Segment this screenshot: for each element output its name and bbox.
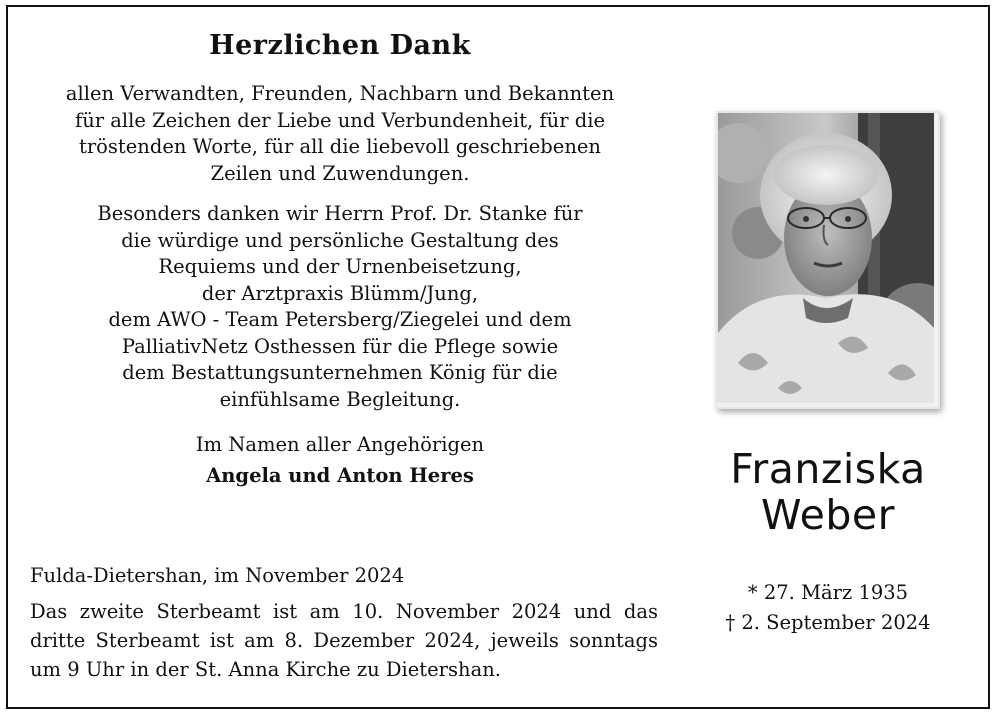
first-name: Franziska <box>730 445 926 493</box>
portrait-photo <box>716 111 940 409</box>
death-date: † 2. September 2024 <box>725 611 931 634</box>
notice-title: Herzlichen Dank <box>209 30 471 61</box>
last-name: Weber <box>761 491 895 539</box>
thanks-section <box>30 30 650 487</box>
service-note: Das zweite Sterbeamt ist am 10. November 2024 und das dritte Sterbeamt ist am 8. Dezember 2024, jeweils sonntags um 9 Uhr in der St. Anna Kirche zu Dietershan. <box>30 600 658 681</box>
deceased-name <box>700 446 956 538</box>
thanks-paragraph: allen Verwandten, Freunden, Nachbarn und Bekannten für alle Zeichen der Liebe und Verbundenheit, für die tröstenden Worte, für all die liebevoll geschriebenen Zeilen und Zuwendungen. <box>65 82 615 185</box>
life-dates <box>700 578 956 638</box>
signature-names: Angela und Anton Heres <box>206 464 474 487</box>
service-section <box>30 564 658 684</box>
place-date: Fulda-Dietershan, im November 2024 <box>30 564 405 587</box>
portrait-illustration <box>718 113 934 403</box>
signature-label: Im Namen aller Angehörigen <box>195 433 485 456</box>
special-thanks-paragraph: Besonders danken wir Herrn Prof. Dr. Stanke für die würdige und persönliche Gestaltung des Requiems und der Urnenbeisetzung, der Arztpraxis Blümm/Jung, dem AWO - Team Petersberg/Ziegelei und dem PalliativNetz Osthessen für die Pflege sowie dem Bestattungsunternehmen König für die einfühlsame Begleitung. <box>97 202 583 411</box>
birth-date: * 27. März 1935 <box>747 581 909 604</box>
